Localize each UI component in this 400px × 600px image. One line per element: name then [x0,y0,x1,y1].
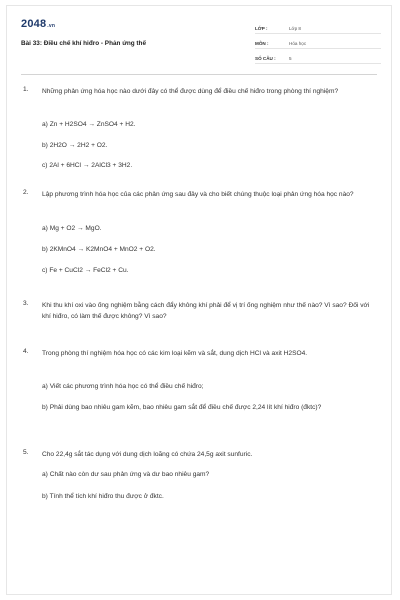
question-number: 5. [23,449,29,456]
logo-tld: .vn [47,23,56,29]
question-text: Trong phòng thí nghiệm hóa học có các kim loại kẽm và sắt, dung dịch HCl và axit H2SO4. [42,350,308,357]
question-option: a) Zn + H2SO4 → ZnSO4 + H2. [42,121,136,128]
question-text: Cho 22,4g sắt tác dụng với dung dịch loãng có chứa 24,5g axit sunfuric. [42,451,253,458]
question-number: 4. [23,348,29,355]
question-option: a) Chất nào còn dư sau phản ứng và dư bao nhiêu gam? [42,471,210,478]
question-text: Lập phương trình hóa học của các phản ứng sau đây và cho biết chúng thuộc loại phản ứng hóa học nào? [42,191,354,198]
worksheet-header [21,18,377,70]
meta-label-subject: MÔN : [255,41,269,46]
meta-info [255,20,381,65]
question-option: b) 2KMnO4 → K2MnO4 + MnO2 + O2. [42,246,156,253]
meta-row-class [255,20,381,34]
logo-text: 2048 [21,18,47,30]
header-divider [21,74,377,75]
question-number: 1. [23,86,29,93]
meta-row-subject [255,35,381,49]
lesson-title: Bài 33: Điều chế khí hiđro - Phản ứng thế [21,40,147,47]
question-option: b) 2H2O → 2H2 + O2. [42,142,108,149]
question-number: 3. [23,300,29,307]
meta-label-count: SỐ CÂU : [255,56,276,61]
worksheet-page [6,5,392,595]
meta-label-class: LỚP : [255,26,268,31]
question-option: a) Mg + O2 → MgO. [42,225,102,232]
meta-value-count: 5 [289,56,292,61]
question-option: a) Viết các phương trình hóa học có thể điều chế hiđro; [42,383,204,390]
question-text: Những phản ứng hóa học nào dưới đây có thể được dùng để điều chế hiđro trong phòng thí nghiệm? [42,88,339,95]
meta-value-subject: Hóa học [289,41,307,46]
question-option: b) Tính thể tích khí hiđro thu được ở đktc. [42,493,164,500]
meta-value-class: Lớp 8 [289,26,301,31]
meta-row-count [255,50,381,64]
question-number: 2. [23,189,29,196]
question-option: b) Phải dùng bao nhiêu gam kẽm, bao nhiêu gam sắt để điều chế được 2,24 lít khí hiđro (đktc)? [42,404,322,411]
question-option: c) 2Al + 6HCl → 2AlCl3 + 3H2. [42,162,133,169]
question-option: c) Fe + CuCl2 → FeCl2 + Cu. [42,267,129,274]
site-logo[interactable] [21,18,55,30]
question-text: Khi thu khí oxi vào ống nghiệm bằng cách đẩy không khí phải để vị trí ống nghiệm như thế nào? Vì sao? Đối với khí hiđro, có làm thế được không? Vì sao? [42,302,370,320]
